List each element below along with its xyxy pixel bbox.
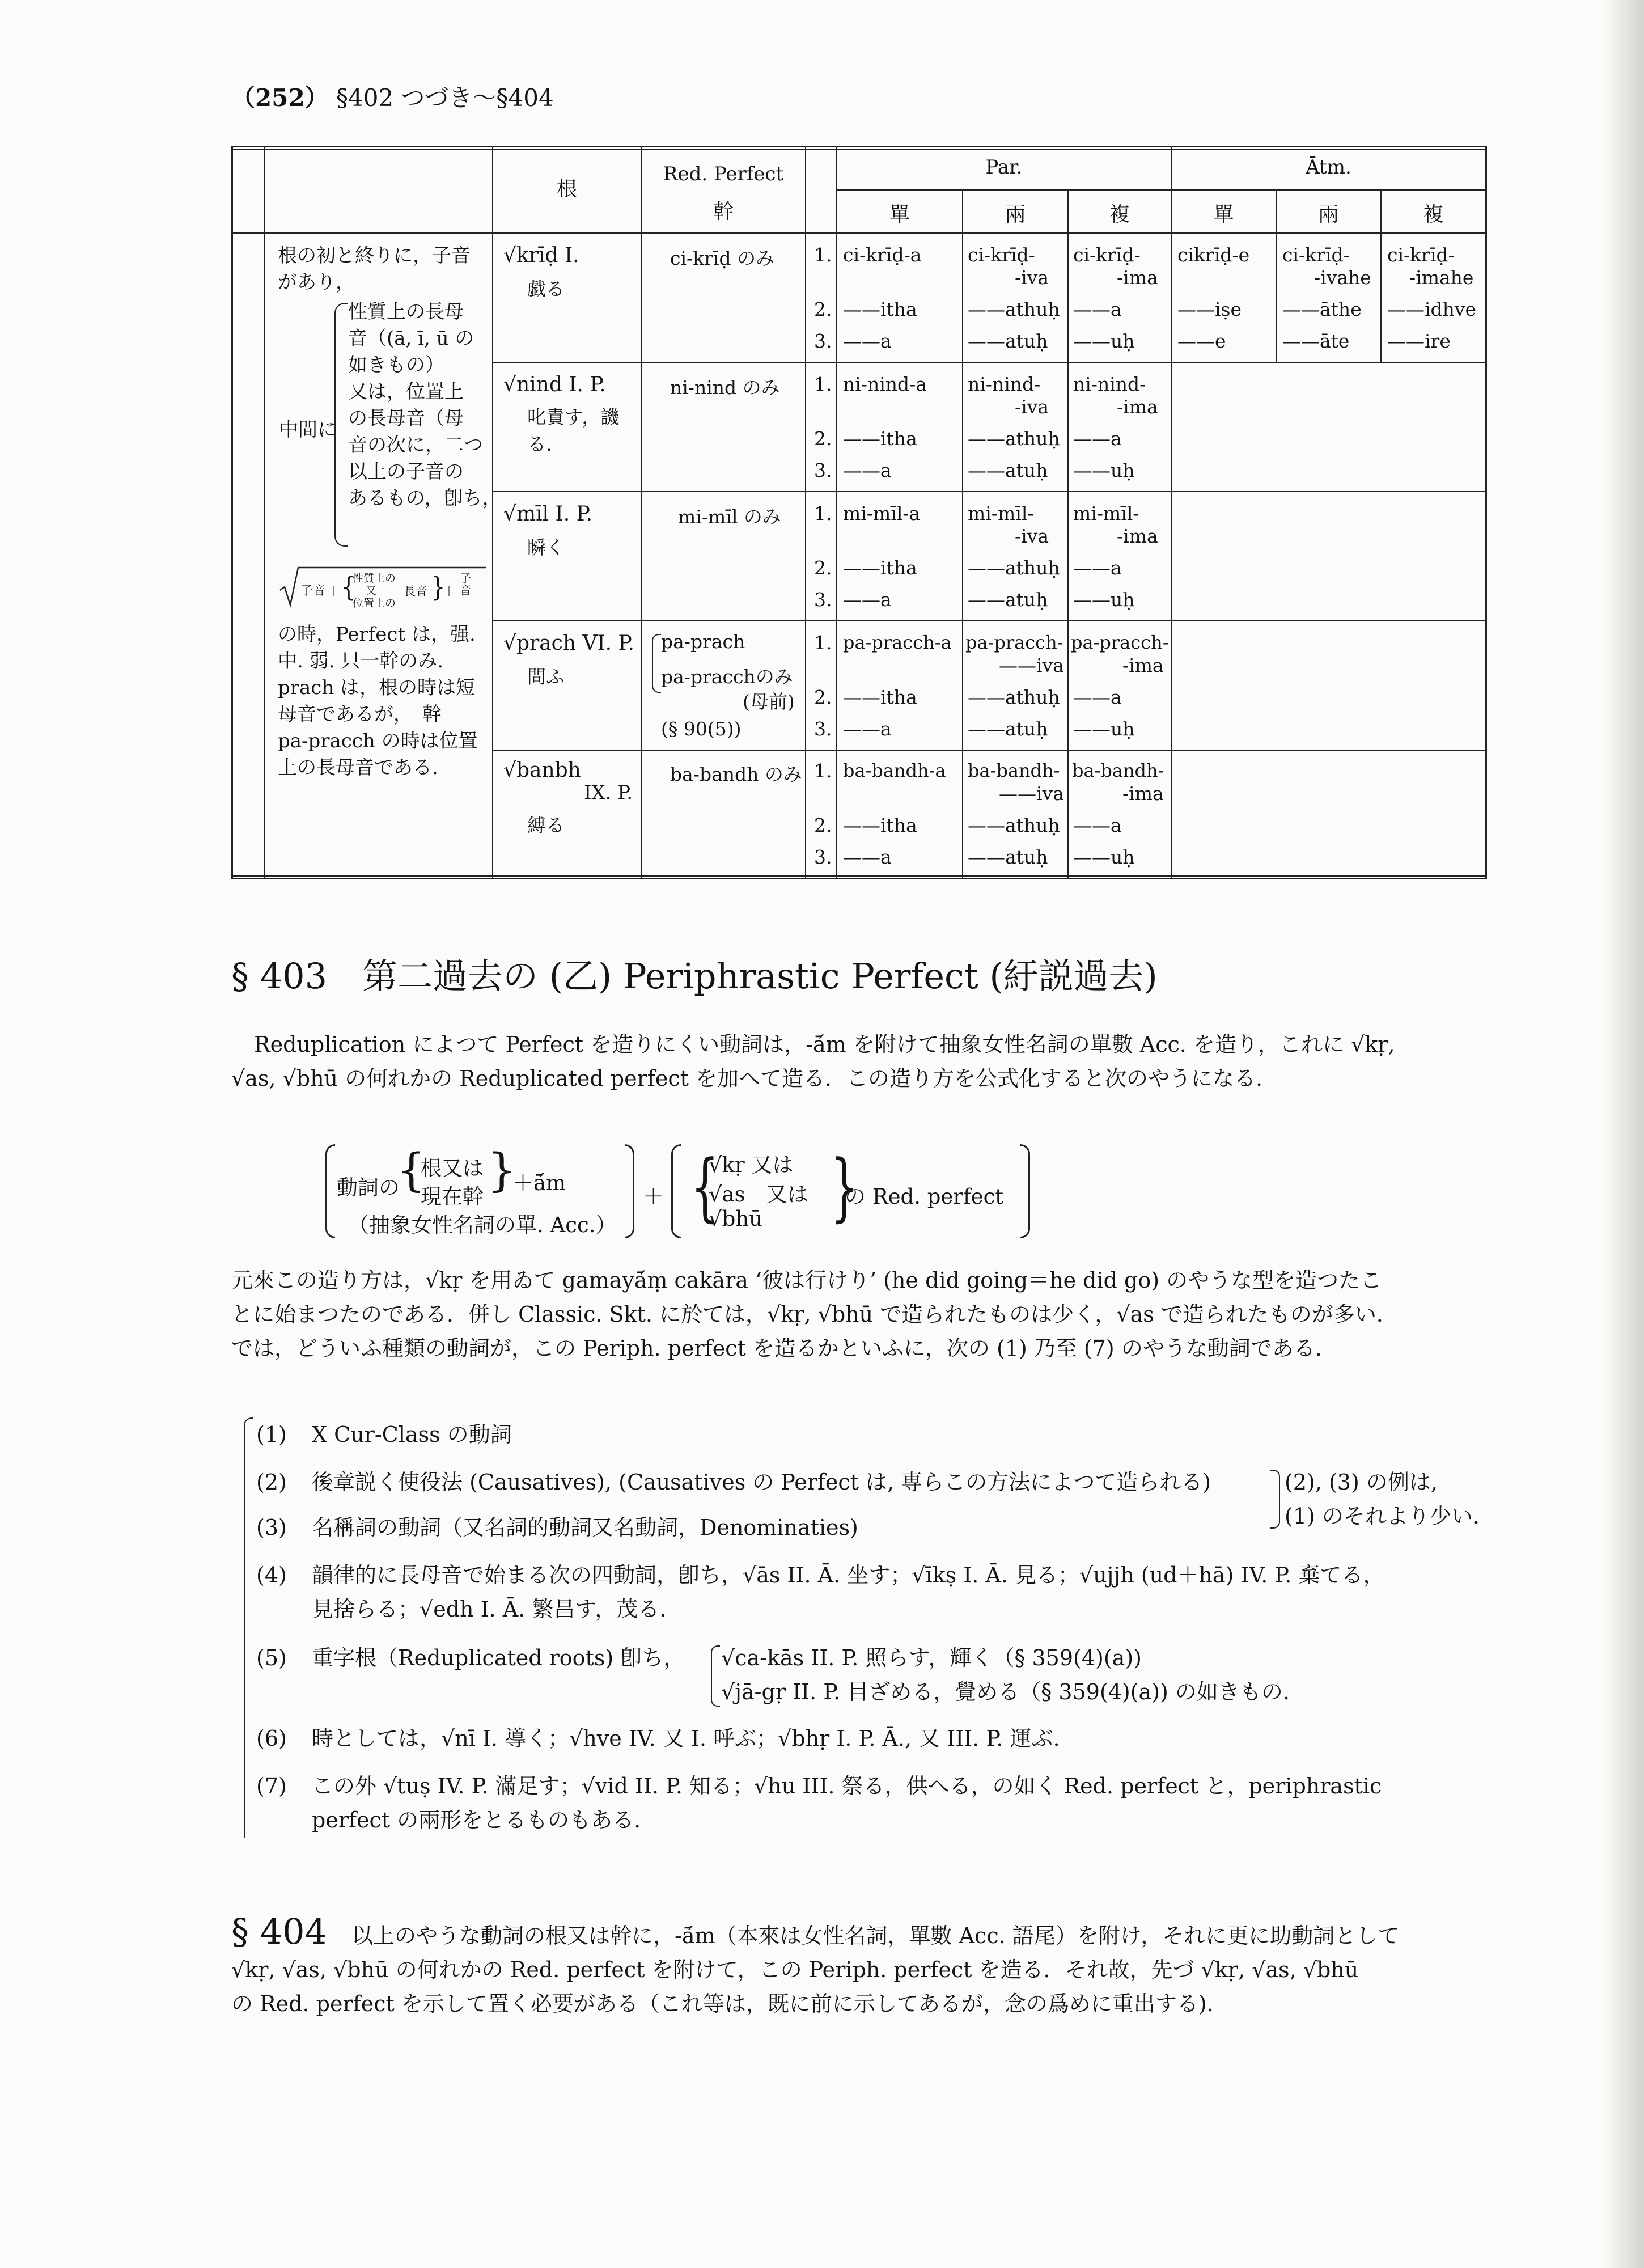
para-line: √kṛ, √as, √bhū の何れかの Red. perfect を附けて，この Periph. perfect を造る．それ故，先づ √kṛ, √as, √bhū: [231, 1957, 1359, 1982]
section-403-para1-cont: [231, 1061, 1262, 1095]
par-du-3: ——atuḥ: [968, 330, 1048, 352]
atm-pl-1b: -imahe: [1409, 266, 1474, 289]
person-3: 3.: [814, 846, 832, 868]
section-404-number: § 404: [231, 1911, 328, 1952]
person-3: 3.: [814, 330, 832, 352]
person-1: 1.: [814, 632, 832, 654]
table-bottom-rule-2: [231, 878, 1487, 879]
formula-brace-3: {: [690, 1144, 719, 1230]
formula-long: 長音: [404, 585, 427, 598]
table-bottom-rule: [231, 875, 1487, 877]
formula-brace-open: {: [341, 572, 356, 603]
stem-brace: [652, 634, 661, 693]
atm-du-1b: -ivahe: [1314, 266, 1371, 289]
atm-pl-1a: ci-krīḍ-: [1387, 244, 1455, 266]
par-pl-3: ——uḥ: [1073, 330, 1135, 352]
col-rule-0: [231, 146, 233, 879]
formula-brace: {: [397, 1144, 426, 1196]
row-root: √mīl I. P.: [503, 502, 593, 526]
list-number: (6): [256, 1726, 287, 1751]
page-edge-shadow: [1604, 0, 1644, 2268]
formula-brace-close: }: [431, 572, 446, 603]
section-range: §402 つづき～§404: [336, 84, 554, 112]
section-404-line1: [351, 1919, 1399, 1953]
person-1: 1.: [814, 502, 832, 524]
atm-du-1a: ci-krīḍ-: [1282, 244, 1350, 266]
formula-bracket-2-close: [1020, 1144, 1030, 1238]
par-du-2: ——athuḥ: [968, 686, 1060, 708]
par-sg-3: ——a: [843, 459, 892, 481]
para-line: 以上のやうな動詞の根又は幹に，-ā́m（本來は女性名詞，單數 Acc. 語尾）を附け，それに更に助動詞として: [351, 1923, 1400, 1948]
formula-position: 位置上の: [353, 597, 396, 610]
row-meaning: 叱責す，譏る.: [527, 406, 620, 455]
par-sg-1: ni-nind-a: [843, 373, 927, 395]
col-rule-5: [836, 146, 837, 879]
list-note: (1) のそれより少い.: [1285, 1504, 1480, 1529]
atm-pl-3: ——ire: [1387, 330, 1451, 352]
header-root: 根: [556, 177, 577, 201]
para-line: 元來この造り方は，√kṛ を用ゐて gamayā́ṃ cakāra ‘彼は行けり’ (he did going＝he did go) のやうな型を造つたこ: [231, 1268, 1382, 1293]
list-text: 韻律的に長母音で始まる次の四動詞，卽ち，√ās II. Ā. 坐す；√īkṣ I. Ā. 見る；√ujjh (ud＋hā) IV. P. 棄てる，: [312, 1563, 1385, 1588]
person-2: 2.: [814, 814, 832, 836]
par-du-2: ——athuḥ: [968, 428, 1060, 450]
col-rule-4: [805, 146, 806, 879]
list-text: 名稱詞の動詞（又名詞的動詞又名動詞，Denominaties): [312, 1515, 858, 1540]
list-text: √ca-kās II. P. 照らす，輝く（§ 359(4)(a)): [721, 1645, 1142, 1670]
list-text: X Cur-Class の動詞: [312, 1422, 512, 1447]
list-item: [256, 1769, 1503, 1837]
formula-present-stem: 現在幹: [421, 1184, 484, 1209]
col-rule-3: [641, 146, 642, 879]
par-sg-3: ——a: [843, 589, 892, 611]
par-du-3: ——atuḥ: [968, 589, 1048, 611]
condition-top: 根の初と終りに，子音があり，: [278, 244, 471, 294]
para-line: では，どういふ種類の動詞が，この Periph. perfect を造るかといふに，次の (1) 乃至 (7) のやうな動詞である.: [231, 1336, 1322, 1361]
para-line: とに始まつたのである．併し Classic. Skt. に於ては，√kṛ, √bhū で造られたものは少く，√as で造られたものが多い．: [231, 1302, 1398, 1327]
col-rule-8: [1171, 146, 1172, 879]
par-du-2: ——athuḥ: [968, 298, 1060, 320]
list-text: perfect の兩形をとるものもある.: [312, 1808, 641, 1833]
list-item: [256, 1558, 1503, 1626]
row-root: √krīḍ I.: [503, 244, 579, 267]
par-pl-2: ——a: [1073, 686, 1122, 708]
par-pl-2: ——a: [1073, 298, 1122, 320]
par-sg-2: ——itha: [843, 686, 917, 708]
col-rule-11: [1485, 146, 1487, 879]
par-du-1b: ——iva: [999, 782, 1064, 805]
atm-du-2: ——āthe: [1282, 298, 1362, 320]
condition-line: 以上の子音の: [348, 460, 464, 483]
par-du-1a: ba-bandh-: [968, 760, 1060, 781]
header-par-singular: 單: [889, 203, 910, 226]
header-atm: Ātm.: [1306, 156, 1351, 179]
formula-bracket-close: [625, 1144, 634, 1238]
condition-bottom: [278, 621, 478, 781]
formula-red-perfect: の Red. perfect: [845, 1184, 1004, 1209]
condition-line: あるもの，卽ち，: [348, 487, 502, 510]
list-item: [256, 1417, 1503, 1452]
formula-brace-close: }: [488, 1144, 516, 1196]
person-2: 2.: [814, 557, 832, 579]
list-number: (2): [256, 1470, 287, 1495]
row-root: √banbh: [503, 759, 581, 782]
list-item: [256, 1721, 1503, 1755]
header-bottom-rule: [231, 232, 1487, 234]
row-root: √nind I. P.: [503, 373, 606, 396]
condition-line: 母音であるが， 幹: [278, 703, 442, 726]
header-red-perfect: Red. Perfect: [663, 163, 784, 185]
par-du-3: ——atuḥ: [968, 846, 1048, 868]
header-atm-singular: 單: [1213, 203, 1234, 226]
par-sg-3: ——a: [843, 330, 892, 352]
par-pl-2: ——a: [1073, 814, 1122, 836]
par-du-1b: -iva: [1015, 396, 1049, 418]
list-text: 後章説く使役法 (Causatives), (Causatives の Perfect は, 専らこの方法によつて造られる): [312, 1470, 1211, 1495]
header-sub-rule: [836, 189, 1487, 191]
atm-sg-2: ——iṣe: [1177, 298, 1242, 320]
row-meaning: 縛る: [527, 814, 565, 836]
row-stem-4: (§ 90(5)): [661, 718, 742, 740]
list-number: (4): [256, 1563, 287, 1588]
row-stem: mi-mīl のみ: [678, 506, 781, 528]
person-2: 2.: [814, 298, 832, 320]
list-brace: [244, 1417, 253, 1838]
person-3: 3.: [814, 459, 832, 481]
header-stem: 幹: [713, 200, 734, 223]
par-sg-2: ——itha: [843, 814, 917, 836]
condition-line: 音の次に，二つ: [348, 434, 483, 456]
par-pl-1b: -ima: [1122, 782, 1164, 805]
row-meaning: 瞬く: [527, 536, 565, 558]
par-pl-3: ——uḥ: [1073, 846, 1135, 868]
condition-line: 上の長母音である.: [278, 756, 438, 779]
condition-line: 性質上の長母: [348, 301, 464, 323]
condition-line: の時，Perfect は，强.: [278, 623, 476, 646]
formula-kr-or: √kṛ 又は: [709, 1153, 794, 1177]
formula-or: 又: [366, 585, 377, 597]
formula-bracket-2: [671, 1144, 681, 1238]
list-note: (2), (3) の例は,: [1285, 1470, 1438, 1495]
formula-consonant-2: 子音: [458, 572, 472, 596]
par-sg-1: ci-krīḍ-a: [843, 244, 922, 266]
col-rule-6: [962, 189, 963, 879]
par-sg-1: ba-bandh-a: [843, 760, 946, 781]
para-line: √as, √bhū の何れかの Reduplicated perfect を加へて造る．この造り方を公式化すると次のやうになる.: [231, 1066, 1263, 1091]
row-meaning: 問ふ: [527, 666, 565, 688]
col-rule-7: [1067, 189, 1069, 879]
person-2: 2.: [814, 686, 832, 708]
list-number: (1): [256, 1422, 287, 1447]
list-number: (5): [256, 1645, 287, 1670]
para-line: の Red. perfect を示して置く必要がある（これ等は，既に前に示してあるが，念の爲めに重出する).: [231, 1991, 1214, 2016]
par-pl-1a: ni-nind-: [1073, 373, 1146, 395]
par-sg-1: pa-pracch-a: [843, 632, 952, 653]
col-rule-1: [264, 146, 265, 879]
par-pl-1a: ba-bandh-: [1072, 760, 1164, 781]
header-par: Par.: [985, 156, 1023, 179]
par-du-1b: -iva: [1015, 525, 1049, 547]
condition-line: 如きもの）: [348, 354, 444, 376]
formula-as-or: √as 又は: [709, 1182, 808, 1207]
formula-plus-am: ＋ā́m: [512, 1171, 566, 1195]
header-par-plural: 複: [1109, 203, 1130, 226]
par-pl-2: ——a: [1073, 428, 1122, 450]
condition-middle-label: 中間に: [279, 418, 337, 441]
condition-line: 又は，位置上: [348, 380, 464, 403]
formula-abstract: （抽象女性名詞の單. Acc.）: [348, 1213, 617, 1237]
atm-sg-3: ——e: [1177, 330, 1226, 352]
header-atm-plural: 複: [1423, 203, 1444, 226]
formula-root-or: 根又は: [421, 1156, 484, 1180]
par-sg-2: ——itha: [843, 428, 917, 450]
par-pl-1a: pa-pracch-: [1071, 632, 1169, 653]
formula-plus: ＋: [327, 583, 340, 599]
par-pl-3: ——uḥ: [1073, 459, 1135, 481]
row-stem-3: (母前): [743, 691, 795, 713]
par-pl-2: ——a: [1073, 557, 1122, 579]
row-meaning: 戯る: [527, 278, 565, 300]
par-sg-3: ——a: [843, 846, 892, 868]
section-403-title: § 403 第二過去の (乙) Periphrastic Perfect (紆説過去): [231, 955, 1158, 997]
list-text: 時としては，√nī I. 導く；√hve IV. 又 I. 呼ぶ；√bhṛ I. P. Ā., 又 III. P. 運ぶ.: [312, 1726, 1060, 1751]
atm-pl-2: ——idhve: [1387, 298, 1477, 320]
formula-plus: ＋: [643, 1184, 664, 1209]
list-text: 見捨らる；√edh I. Ā. 繁昌す，茂る.: [312, 1597, 667, 1622]
par-pl-1a: mi-mīl-: [1073, 502, 1139, 524]
condition-line: 中. 弱. 只一幹のみ.: [278, 650, 444, 672]
par-pl-1b: -ima: [1117, 396, 1158, 418]
col-rule-2: [492, 146, 493, 879]
par-pl-3: ——uḥ: [1073, 589, 1135, 611]
par-du-1a: ni-nind-: [968, 373, 1041, 395]
page-header: [231, 79, 554, 113]
condition-middle-lines: [348, 299, 502, 512]
par-du-1b: -iva: [1015, 266, 1049, 289]
section-404-rest: [231, 1953, 1358, 2021]
perfect-formula: [325, 1144, 1032, 1237]
list-number: (7): [256, 1774, 287, 1799]
par-pl-1a: ci-krīḍ-: [1073, 244, 1141, 266]
header-par-dual: 兩: [1005, 203, 1026, 226]
par-pl-1b: -ima: [1117, 525, 1158, 547]
list-item: [256, 1641, 1503, 1709]
par-pl-3: ——uḥ: [1073, 718, 1135, 740]
row-stem: ba-bandh のみ: [670, 763, 802, 785]
formula-nature: 性質上の: [353, 572, 396, 585]
section-403-para1: [254, 1027, 1395, 1061]
formula-bracket: [325, 1144, 335, 1238]
person-2: 2.: [814, 428, 832, 450]
list-text: 重字根（Reduplicated roots) 卽ち，: [312, 1645, 685, 1670]
par-du-2: ——athuḥ: [968, 814, 1060, 836]
formula-plus-2: ＋: [442, 583, 456, 599]
condition-line: prach は，根の時は短: [278, 676, 476, 699]
par-sg-1: mi-mīl-a: [843, 502, 921, 524]
atm-du-3: ——āte: [1282, 330, 1350, 352]
par-sg-2: ——itha: [843, 298, 917, 320]
condition-line: の長母音（母: [348, 407, 464, 430]
person-3: 3.: [814, 589, 832, 611]
list-text: √jā-gṛ II. P. 目ざめる，覺める（§ 359(4)(a)) の如きもの.: [721, 1679, 1290, 1704]
list-text: この外 √tuṣ IV. P. 滿足す；√vid II. P. 知る；√hu III. 祭る，供へる，の如く Red. perfect と，periphrastic: [312, 1774, 1382, 1799]
formula-verb-of: 動詞の: [337, 1175, 400, 1200]
row-stem-1: pa-prach: [661, 631, 745, 653]
condition-line: pa-pracch の時は位置: [278, 730, 478, 752]
condition-line: 音（(ā, ī, ū の: [348, 327, 474, 350]
par-pl-1b: -ima: [1117, 266, 1158, 289]
root-brace: [711, 1645, 720, 1707]
header-atm-dual: 兩: [1318, 203, 1339, 226]
row-stem: ni-nind のみ: [670, 376, 780, 399]
formula-consonant: 子音: [300, 584, 326, 598]
row-stem: ci-krīḍ のみ: [670, 247, 775, 269]
list-number: (3): [256, 1515, 287, 1540]
condition-formula: [278, 564, 489, 610]
person-3: 3.: [814, 718, 832, 740]
par-du-2: ——athuḥ: [968, 557, 1060, 579]
par-pl-1b: -ima: [1122, 654, 1164, 676]
table-top-rule: [231, 146, 1487, 147]
par-du-1a: mi-mīl-: [968, 502, 1034, 524]
par-du-1a: ci-krīḍ-: [968, 244, 1035, 266]
person-1: 1.: [814, 760, 832, 782]
par-du-1a: pa-pracch-: [965, 632, 1063, 653]
par-sg-3: ——a: [843, 718, 892, 740]
row-root-class: IX. P.: [584, 781, 633, 804]
condition-brace: [334, 303, 348, 547]
formula-bhu: √bhū: [709, 1207, 762, 1231]
para-line: Reduplication によつて Perfect を造りにくい動詞は，-ā́m を附けて抽象女性名詞の單數 Acc. を造り，これに √kṛ,: [254, 1032, 1395, 1057]
par-sg-2: ——itha: [843, 557, 917, 579]
list-item: [256, 1510, 1503, 1545]
par-du-1b: ——iva: [999, 654, 1064, 676]
par-du-3: ——atuḥ: [968, 459, 1048, 481]
formula-brace-4: }: [830, 1144, 859, 1230]
person-1: 1.: [814, 244, 832, 266]
atm-sg-1: cikrīḍ-e: [1177, 244, 1250, 266]
row-stem-2: pa-pracchのみ: [661, 666, 793, 688]
person-1: 1.: [814, 373, 832, 395]
section-403-para2: [231, 1263, 1398, 1365]
row-root: √prach VI. P.: [503, 632, 634, 655]
page-number: （252）: [231, 84, 329, 112]
table-top-rule-2: [231, 149, 1487, 150]
par-du-3: ——atuḥ: [968, 718, 1048, 740]
